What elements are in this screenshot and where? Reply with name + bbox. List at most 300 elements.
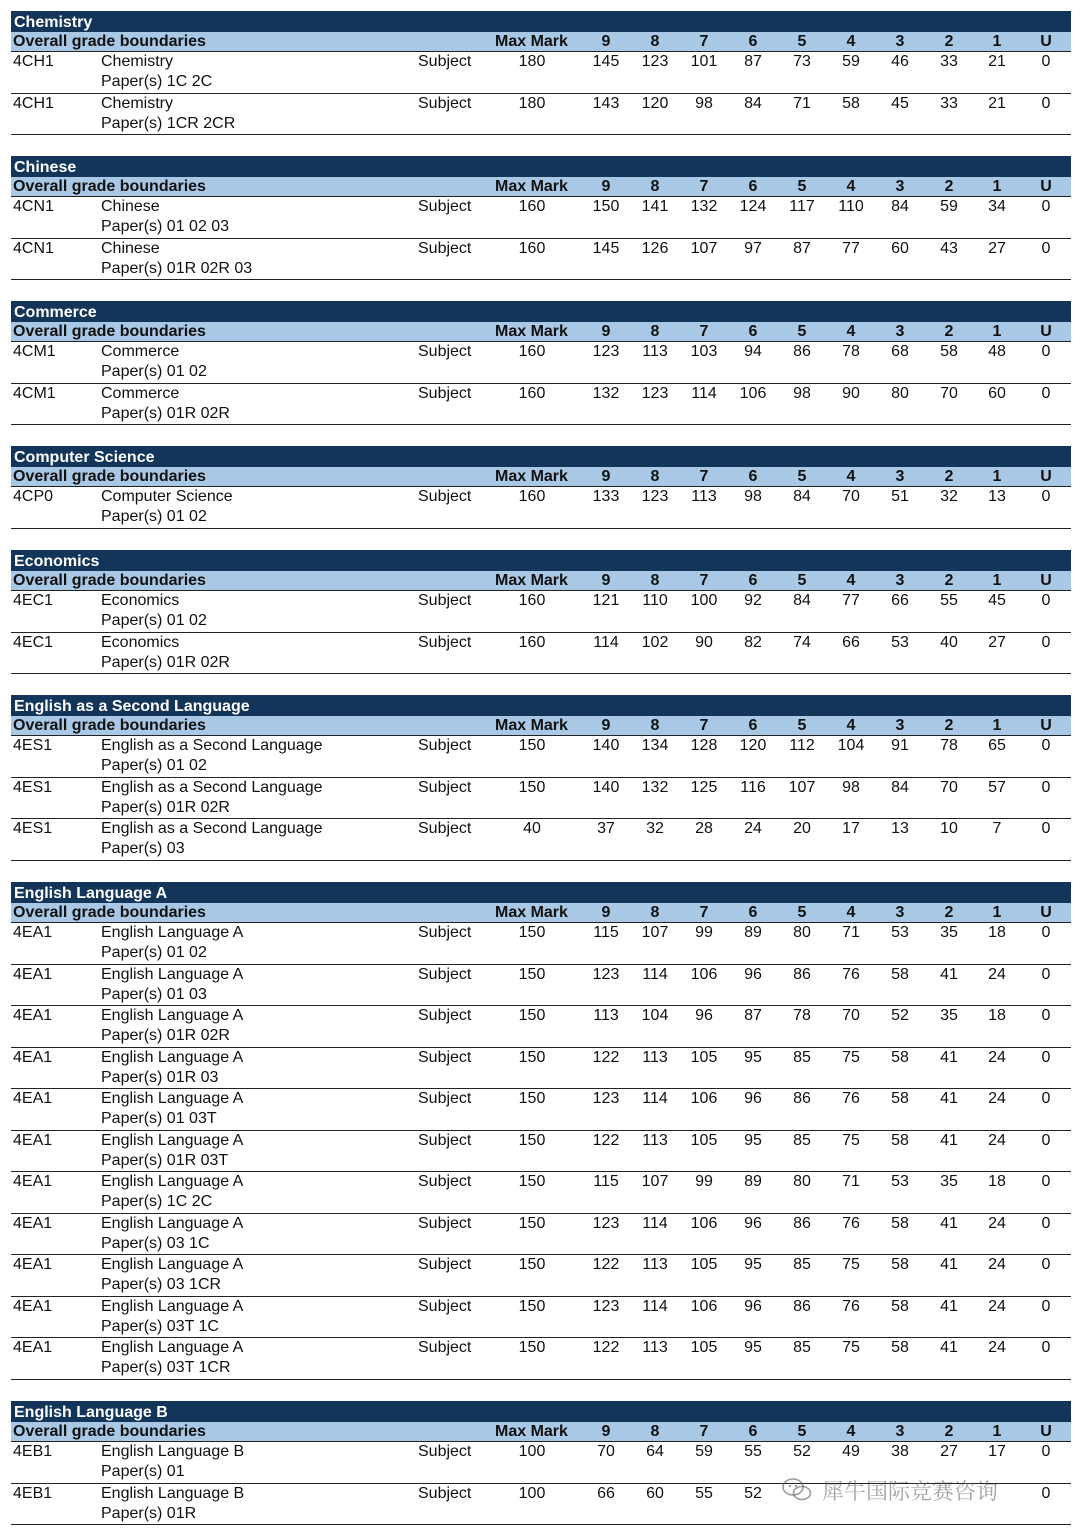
grade-boundary-value: 87 bbox=[744, 1007, 762, 1024]
papers-label: Paper(s) 01 02 bbox=[101, 363, 207, 380]
grade-boundary-value: 84 bbox=[793, 592, 811, 609]
grade-boundary-value: 132 bbox=[641, 778, 669, 796]
grade-header: 5 bbox=[797, 904, 807, 921]
table-row bbox=[11, 94, 1071, 136]
grade-boundary-value: 75 bbox=[842, 1131, 860, 1149]
qualification-title bbox=[101, 1338, 243, 1378]
subject-section bbox=[11, 882, 1071, 1380]
grade-boundary-value: 60 bbox=[988, 384, 1006, 402]
specification-code: 4EA1 bbox=[13, 1048, 53, 1066]
grade-boundary-value: 0 bbox=[1041, 965, 1051, 983]
grade-boundary-value: 116 bbox=[740, 778, 766, 796]
grade-boundary-value: 41 bbox=[940, 1297, 958, 1315]
grade-boundary-value: 114 bbox=[593, 633, 619, 651]
papers-label: Paper(s) 01R 02R bbox=[101, 653, 230, 671]
qualification-title bbox=[101, 778, 323, 818]
grade-header: 6 bbox=[748, 572, 758, 589]
grade-boundary-value: 53 bbox=[891, 924, 909, 941]
table-row bbox=[11, 1297, 1071, 1339]
papers-label: Paper(s) 1C 2C bbox=[101, 1193, 213, 1210]
grade-boundary-value: 43 bbox=[940, 239, 958, 257]
subject-title: Commerce bbox=[11, 301, 1071, 322]
grade-boundary-value: 105 bbox=[690, 1048, 718, 1066]
grade-header: 6 bbox=[748, 33, 758, 50]
grade-boundary-value: 96 bbox=[744, 1214, 762, 1232]
subject-title: Chemistry bbox=[11, 11, 1071, 32]
specification-code: 4ES1 bbox=[13, 737, 53, 754]
grade-boundary-value: 114 bbox=[642, 1297, 668, 1315]
overall-label: Overall grade boundaries bbox=[13, 572, 206, 589]
grade-header: 2 bbox=[944, 178, 954, 195]
grade-boundary-value: 0 bbox=[1041, 924, 1051, 941]
grade-boundary-value: 0 bbox=[1041, 820, 1051, 837]
overall-label: Overall grade boundaries bbox=[13, 1423, 206, 1440]
grade-header: 3 bbox=[895, 572, 905, 589]
grade-header: 9 bbox=[601, 1423, 611, 1440]
grade-boundary-value: 123 bbox=[592, 1090, 620, 1107]
subject-name: English Language A bbox=[101, 1173, 244, 1190]
grade-boundary-value: 74 bbox=[793, 633, 811, 651]
watermark-text: 犀牛国际竞赛咨询 bbox=[822, 1479, 999, 1505]
grade-boundary-value: 122 bbox=[592, 1256, 620, 1273]
grade-header: 1 bbox=[992, 33, 1002, 50]
grade-boundary-value: 105 bbox=[690, 1131, 718, 1149]
grade-boundary-value: 70 bbox=[842, 1007, 860, 1024]
grade-boundary-value: 126 bbox=[641, 239, 669, 257]
grade-boundary-value: 128 bbox=[690, 737, 718, 754]
qualification-title bbox=[101, 1089, 243, 1129]
grade-header: 6 bbox=[748, 1423, 758, 1440]
grade-header: 2 bbox=[944, 33, 954, 50]
grade-boundary-value: 0 bbox=[1041, 1297, 1051, 1315]
subject-title: Economics bbox=[11, 550, 1071, 571]
grade-boundary-value: 96 bbox=[744, 965, 762, 983]
grade-boundary-value: 0 bbox=[1041, 1214, 1051, 1232]
specification-code: 4EA1 bbox=[13, 1256, 53, 1273]
grade-boundary-value: 92 bbox=[744, 592, 762, 609]
grade-boundary-value: 0 bbox=[1041, 778, 1051, 796]
qualification-title bbox=[101, 633, 230, 673]
grade-header: 5 bbox=[797, 1423, 807, 1440]
grade-boundary-value: 0 bbox=[1041, 1048, 1051, 1066]
grade-boundary-value: 0 bbox=[1041, 343, 1051, 360]
grade-header: 5 bbox=[797, 178, 807, 195]
grade-header: 3 bbox=[895, 717, 905, 734]
grade-header: 8 bbox=[650, 323, 660, 340]
qualification-title bbox=[101, 239, 252, 279]
grade-boundary-value: 76 bbox=[842, 1090, 860, 1107]
subject-title: Chinese bbox=[11, 156, 1071, 177]
specification-code: 4EA1 bbox=[13, 924, 53, 941]
grade-boundary-value: 58 bbox=[891, 1090, 909, 1107]
subject-name: English Language A bbox=[101, 924, 244, 941]
grade-header: 6 bbox=[748, 178, 758, 195]
qualification-title bbox=[101, 1255, 243, 1295]
grade-header: U bbox=[1040, 323, 1052, 340]
grade-boundary-value: 37 bbox=[597, 820, 615, 837]
grade-boundary-value: 98 bbox=[793, 384, 811, 402]
grade-boundary-value: 95 bbox=[744, 1339, 762, 1356]
grade-header: 7 bbox=[699, 323, 709, 340]
papers-label: Paper(s) 01 02 03 bbox=[101, 218, 230, 235]
subject-section bbox=[11, 1401, 1071, 1525]
table-row bbox=[11, 633, 1071, 675]
qualification-type: Subject bbox=[418, 778, 472, 796]
qualification-title bbox=[101, 1006, 243, 1046]
grade-boundary-value: 41 bbox=[940, 1048, 958, 1066]
grade-boundary-value: 53 bbox=[891, 1173, 909, 1190]
grade-boundary-value: 80 bbox=[891, 384, 909, 402]
grade-boundary-value: 27 bbox=[988, 633, 1006, 651]
subject-name: Commerce bbox=[101, 384, 180, 402]
qualification-title bbox=[101, 819, 323, 859]
qualification-type: Subject bbox=[418, 737, 472, 754]
subject-name: English Language A bbox=[101, 1214, 244, 1232]
grade-boundary-value: 134 bbox=[641, 737, 669, 754]
grade-boundary-value: 70 bbox=[940, 384, 958, 402]
grade-header: 3 bbox=[895, 33, 905, 50]
grade-header: 7 bbox=[699, 717, 709, 734]
table-row bbox=[11, 197, 1071, 239]
grade-boundary-value: 114 bbox=[642, 1090, 668, 1107]
grade-header: 4 bbox=[846, 904, 856, 921]
table-row bbox=[11, 923, 1071, 965]
papers-label: Paper(s) 03T 1C bbox=[101, 1317, 219, 1335]
subject-name: English Language A bbox=[101, 1297, 244, 1315]
grade-boundary-value: 41 bbox=[940, 965, 958, 983]
papers-label: Paper(s) 03T 1CR bbox=[101, 1359, 231, 1376]
subject-title: English Language A bbox=[11, 882, 1071, 903]
grade-boundary-value: 24 bbox=[988, 1090, 1006, 1107]
grade-boundary-value: 98 bbox=[842, 778, 860, 796]
max-mark-value: 100 bbox=[518, 1443, 546, 1460]
specification-code: 4EA1 bbox=[13, 1297, 53, 1315]
grade-boundary-value: 71 bbox=[842, 924, 860, 941]
grade-header: 4 bbox=[846, 572, 856, 589]
grade-header: 8 bbox=[650, 178, 660, 195]
specification-code: 4EB1 bbox=[13, 1484, 53, 1502]
grade-boundary-value: 140 bbox=[592, 737, 620, 754]
qualification-type: Subject bbox=[418, 633, 472, 651]
grade-boundary-value: 58 bbox=[891, 1048, 909, 1066]
table-row bbox=[11, 1214, 1071, 1256]
grade-boundary-value: 58 bbox=[891, 965, 909, 983]
specification-code: 4CH1 bbox=[13, 94, 54, 112]
grade-header: 8 bbox=[650, 468, 660, 485]
qualification-type: Subject bbox=[418, 198, 472, 215]
grade-boundary-value: 84 bbox=[744, 94, 762, 112]
max-mark-value: 180 bbox=[518, 94, 546, 112]
qualification-type: Subject bbox=[418, 592, 472, 609]
qualification-type: Subject bbox=[418, 1131, 472, 1149]
table-row bbox=[11, 384, 1071, 426]
grade-boundary-value: 7 bbox=[992, 820, 1002, 837]
grade-boundary-value: 107 bbox=[690, 239, 718, 257]
grade-boundary-value: 103 bbox=[690, 343, 718, 360]
grade-boundary-value: 60 bbox=[891, 239, 909, 257]
subject-name: Chinese bbox=[101, 198, 160, 215]
grade-boundary-value: 17 bbox=[988, 1443, 1006, 1460]
grade-boundary-value: 96 bbox=[744, 1297, 762, 1315]
max-mark-value: 150 bbox=[518, 1297, 546, 1315]
qualification-title bbox=[101, 736, 323, 776]
grade-header: 5 bbox=[797, 572, 807, 589]
grade-boundary-value: 45 bbox=[891, 94, 909, 112]
max-mark-header: Max Mark bbox=[495, 468, 568, 485]
grade-boundary-value: 95 bbox=[744, 1048, 762, 1066]
grade-boundary-value: 0 bbox=[1041, 198, 1051, 215]
specification-code: 4CN1 bbox=[13, 239, 54, 257]
grade-boundary-value: 53 bbox=[891, 633, 909, 651]
grade-boundary-value: 124 bbox=[739, 198, 767, 215]
grade-boundary-value: 77 bbox=[842, 592, 860, 609]
grade-boundary-value: 75 bbox=[842, 1048, 860, 1066]
grade-boundary-value: 114 bbox=[691, 384, 717, 402]
max-mark-value: 180 bbox=[518, 53, 546, 70]
max-mark-value: 160 bbox=[518, 198, 546, 215]
grade-header: 3 bbox=[895, 323, 905, 340]
subject-title: Computer Science bbox=[11, 446, 1071, 467]
grade-boundary-value: 52 bbox=[891, 1007, 909, 1024]
grade-boundary-value: 114 bbox=[642, 1214, 668, 1232]
grade-boundary-value: 66 bbox=[891, 592, 909, 609]
qualification-title bbox=[101, 1442, 244, 1482]
grade-boundary-value: 21 bbox=[988, 53, 1006, 70]
specification-code: 4EA1 bbox=[13, 965, 53, 983]
specification-code: 4EA1 bbox=[13, 1339, 53, 1356]
grade-header: U bbox=[1040, 717, 1052, 734]
grade-header: 4 bbox=[846, 178, 856, 195]
subject-name: Chemistry bbox=[101, 53, 174, 70]
qualification-type: Subject bbox=[418, 1443, 472, 1460]
grade-header: 8 bbox=[650, 33, 660, 50]
table-row bbox=[11, 487, 1071, 529]
grade-boundary-value: 102 bbox=[641, 633, 669, 651]
subject-title: English as a Second Language bbox=[11, 695, 1071, 716]
grade-boundary-value: 86 bbox=[793, 343, 811, 360]
grade-boundary-value: 21 bbox=[988, 94, 1006, 112]
grade-boundary-value: 101 bbox=[690, 53, 718, 70]
grade-boundary-value: 66 bbox=[597, 1484, 615, 1502]
grade-boundary-value: 32 bbox=[646, 820, 664, 837]
watermark bbox=[782, 1475, 998, 1505]
grade-boundary-value: 114 bbox=[642, 965, 668, 983]
max-mark-value: 160 bbox=[518, 343, 546, 360]
grade-boundary-value: 59 bbox=[695, 1443, 713, 1460]
grade-header: 7 bbox=[699, 178, 709, 195]
qualification-type: Subject bbox=[418, 53, 472, 70]
grade-boundary-value: 0 bbox=[1041, 1131, 1051, 1149]
subject-name: English as a Second Language bbox=[101, 820, 323, 837]
table-row bbox=[11, 342, 1071, 384]
grade-boundary-value: 0 bbox=[1041, 53, 1051, 70]
subject-name: English Language A bbox=[101, 965, 244, 983]
table-row bbox=[11, 1048, 1071, 1090]
table-row bbox=[11, 52, 1071, 94]
specification-code: 4EB1 bbox=[13, 1443, 53, 1460]
grade-boundary-value: 98 bbox=[744, 488, 762, 505]
grade-boundary-value: 78 bbox=[842, 343, 860, 360]
papers-label: Paper(s) 1C 2C bbox=[101, 73, 213, 90]
specification-code: 4CP0 bbox=[13, 488, 54, 505]
grade-boundary-value: 24 bbox=[988, 1214, 1006, 1232]
grade-boundary-value: 73 bbox=[793, 53, 811, 70]
grade-boundary-value: 57 bbox=[988, 778, 1006, 796]
grade-boundary-value: 113 bbox=[642, 1256, 668, 1273]
grade-boundary-value: 104 bbox=[641, 1007, 669, 1024]
grade-boundary-value: 110 bbox=[642, 592, 668, 609]
grade-header: 3 bbox=[895, 904, 905, 921]
grade-boundary-value: 133 bbox=[592, 488, 620, 505]
qualification-title bbox=[101, 342, 207, 382]
grade-boundary-value: 106 bbox=[690, 1297, 718, 1315]
grade-boundary-value: 85 bbox=[793, 1256, 811, 1273]
grade-header: 2 bbox=[944, 717, 954, 734]
grade-boundary-value: 20 bbox=[793, 820, 811, 837]
grade-boundary-value: 89 bbox=[744, 1173, 762, 1190]
grade-boundary-value: 122 bbox=[592, 1339, 620, 1356]
qualification-type: Subject bbox=[418, 488, 472, 505]
grade-boundary-value: 91 bbox=[891, 737, 909, 754]
grade-header: 9 bbox=[601, 904, 611, 921]
grade-boundary-value: 24 bbox=[988, 1131, 1006, 1149]
max-mark-value: 160 bbox=[518, 384, 546, 402]
grade-boundary-value: 75 bbox=[842, 1256, 860, 1273]
subject-name: English Language A bbox=[101, 1256, 244, 1273]
grade-boundary-value: 70 bbox=[842, 488, 860, 505]
grade-boundary-value: 58 bbox=[891, 1256, 909, 1273]
max-mark-value: 40 bbox=[523, 820, 541, 837]
max-mark-value: 150 bbox=[518, 778, 546, 796]
qualification-title bbox=[101, 52, 212, 92]
grade-boundary-value: 35 bbox=[940, 1007, 958, 1024]
grade-boundary-value: 0 bbox=[1041, 1173, 1051, 1190]
max-mark-header: Max Mark bbox=[495, 904, 568, 921]
grade-boundary-value: 84 bbox=[891, 778, 909, 796]
table-row bbox=[11, 819, 1071, 861]
overall-label: Overall grade boundaries bbox=[13, 33, 206, 50]
grade-boundary-value: 18 bbox=[988, 924, 1006, 941]
grade-boundary-value: 40 bbox=[940, 633, 958, 651]
grade-boundary-value: 123 bbox=[641, 53, 669, 70]
grade-boundary-value: 104 bbox=[837, 737, 865, 754]
grade-boundary-value: 0 bbox=[1041, 1443, 1051, 1460]
max-mark-header: Max Mark bbox=[495, 178, 568, 195]
papers-label: Paper(s) 01R 02R bbox=[101, 798, 230, 816]
overall-label: Overall grade boundaries bbox=[13, 323, 206, 340]
qualification-title bbox=[101, 1484, 244, 1524]
grade-boundary-value: 84 bbox=[891, 198, 909, 215]
grade-boundary-value: 123 bbox=[592, 343, 620, 360]
grade-boundary-value: 45 bbox=[988, 592, 1006, 609]
grade-boundary-value: 70 bbox=[597, 1443, 615, 1460]
table-row bbox=[11, 1172, 1071, 1214]
qualification-title bbox=[101, 1214, 243, 1254]
papers-label: Paper(s) 01R 02R bbox=[101, 1027, 230, 1044]
grade-boundary-value: 32 bbox=[940, 488, 958, 505]
grade-boundary-value: 122 bbox=[592, 1048, 620, 1066]
grade-header: 2 bbox=[944, 1423, 954, 1440]
specification-code: 4EC1 bbox=[13, 592, 54, 609]
grade-boundary-value: 0 bbox=[1041, 1256, 1051, 1273]
table-row bbox=[11, 1338, 1071, 1380]
specification-code: 4CM1 bbox=[13, 384, 56, 402]
qualification-type: Subject bbox=[418, 1214, 472, 1232]
subject-section bbox=[11, 301, 1071, 425]
grade-boundary-value: 86 bbox=[793, 1214, 811, 1232]
qualification-type: Subject bbox=[418, 384, 472, 402]
grade-boundary-value: 58 bbox=[891, 1131, 909, 1149]
grade-boundary-value: 140 bbox=[592, 778, 620, 796]
grade-header: 2 bbox=[944, 468, 954, 485]
grade-boundary-value: 115 bbox=[593, 924, 619, 941]
specification-code: 4CN1 bbox=[13, 198, 54, 215]
grade-boundary-value: 123 bbox=[592, 1297, 620, 1315]
max-mark-value: 100 bbox=[518, 1484, 546, 1502]
grade-boundary-value: 18 bbox=[988, 1007, 1006, 1024]
subject-title: English Language B bbox=[11, 1401, 1071, 1422]
papers-label: Paper(s) 01 02 bbox=[101, 612, 207, 629]
grade-boundary-value: 68 bbox=[891, 343, 909, 360]
subject-section bbox=[11, 695, 1071, 861]
grade-boundary-value: 51 bbox=[891, 488, 909, 505]
grade-boundary-value: 48 bbox=[988, 343, 1006, 360]
grade-boundary-value: 80 bbox=[793, 1173, 811, 1190]
grade-boundary-value: 150 bbox=[592, 198, 620, 215]
grade-header: 6 bbox=[748, 904, 758, 921]
grade-boundary-value: 87 bbox=[744, 53, 762, 70]
max-mark-value: 160 bbox=[518, 488, 546, 505]
grade-boundary-value: 106 bbox=[690, 965, 718, 983]
grade-boundary-value: 106 bbox=[739, 384, 767, 402]
max-mark-value: 150 bbox=[518, 1007, 546, 1024]
column-header-row bbox=[11, 571, 1071, 591]
grade-boundary-value: 145 bbox=[592, 239, 620, 257]
qualification-type: Subject bbox=[418, 1339, 472, 1356]
grade-boundary-value: 76 bbox=[842, 1214, 860, 1232]
grade-boundary-value: 71 bbox=[842, 1173, 860, 1190]
subject-name: Chemistry bbox=[101, 94, 174, 112]
grade-header: 9 bbox=[601, 468, 611, 485]
grade-boundary-value: 132 bbox=[690, 198, 718, 215]
subject-name: English as a Second Language bbox=[101, 737, 323, 754]
grade-boundary-value: 123 bbox=[592, 1214, 620, 1232]
grade-boundary-value: 113 bbox=[642, 1339, 668, 1356]
max-mark-value: 160 bbox=[518, 633, 546, 651]
papers-label: Paper(s) 01R 02R bbox=[101, 404, 230, 422]
grade-boundary-value: 65 bbox=[988, 737, 1006, 754]
grade-boundary-value: 0 bbox=[1041, 633, 1051, 651]
max-mark-value: 150 bbox=[518, 1214, 546, 1232]
grade-boundary-value: 0 bbox=[1041, 1339, 1051, 1356]
subject-name: Chinese bbox=[101, 239, 160, 257]
grade-header: 1 bbox=[992, 178, 1002, 195]
qualification-title bbox=[101, 1048, 243, 1088]
qualification-title bbox=[101, 1131, 243, 1171]
column-header-row bbox=[11, 467, 1071, 487]
grade-boundary-value: 145 bbox=[592, 53, 620, 70]
grade-boundary-value: 96 bbox=[695, 1007, 713, 1024]
grade-header: 7 bbox=[699, 1423, 709, 1440]
grade-boundary-value: 99 bbox=[695, 1173, 713, 1190]
grade-boundary-value: 120 bbox=[641, 94, 669, 112]
qualification-type: Subject bbox=[418, 1256, 472, 1273]
specification-code: 4EA1 bbox=[13, 1131, 53, 1149]
grade-boundary-value: 33 bbox=[940, 94, 958, 112]
grade-header: U bbox=[1040, 33, 1052, 50]
grade-header: 3 bbox=[895, 1423, 905, 1440]
max-mark-header: Max Mark bbox=[495, 323, 568, 340]
